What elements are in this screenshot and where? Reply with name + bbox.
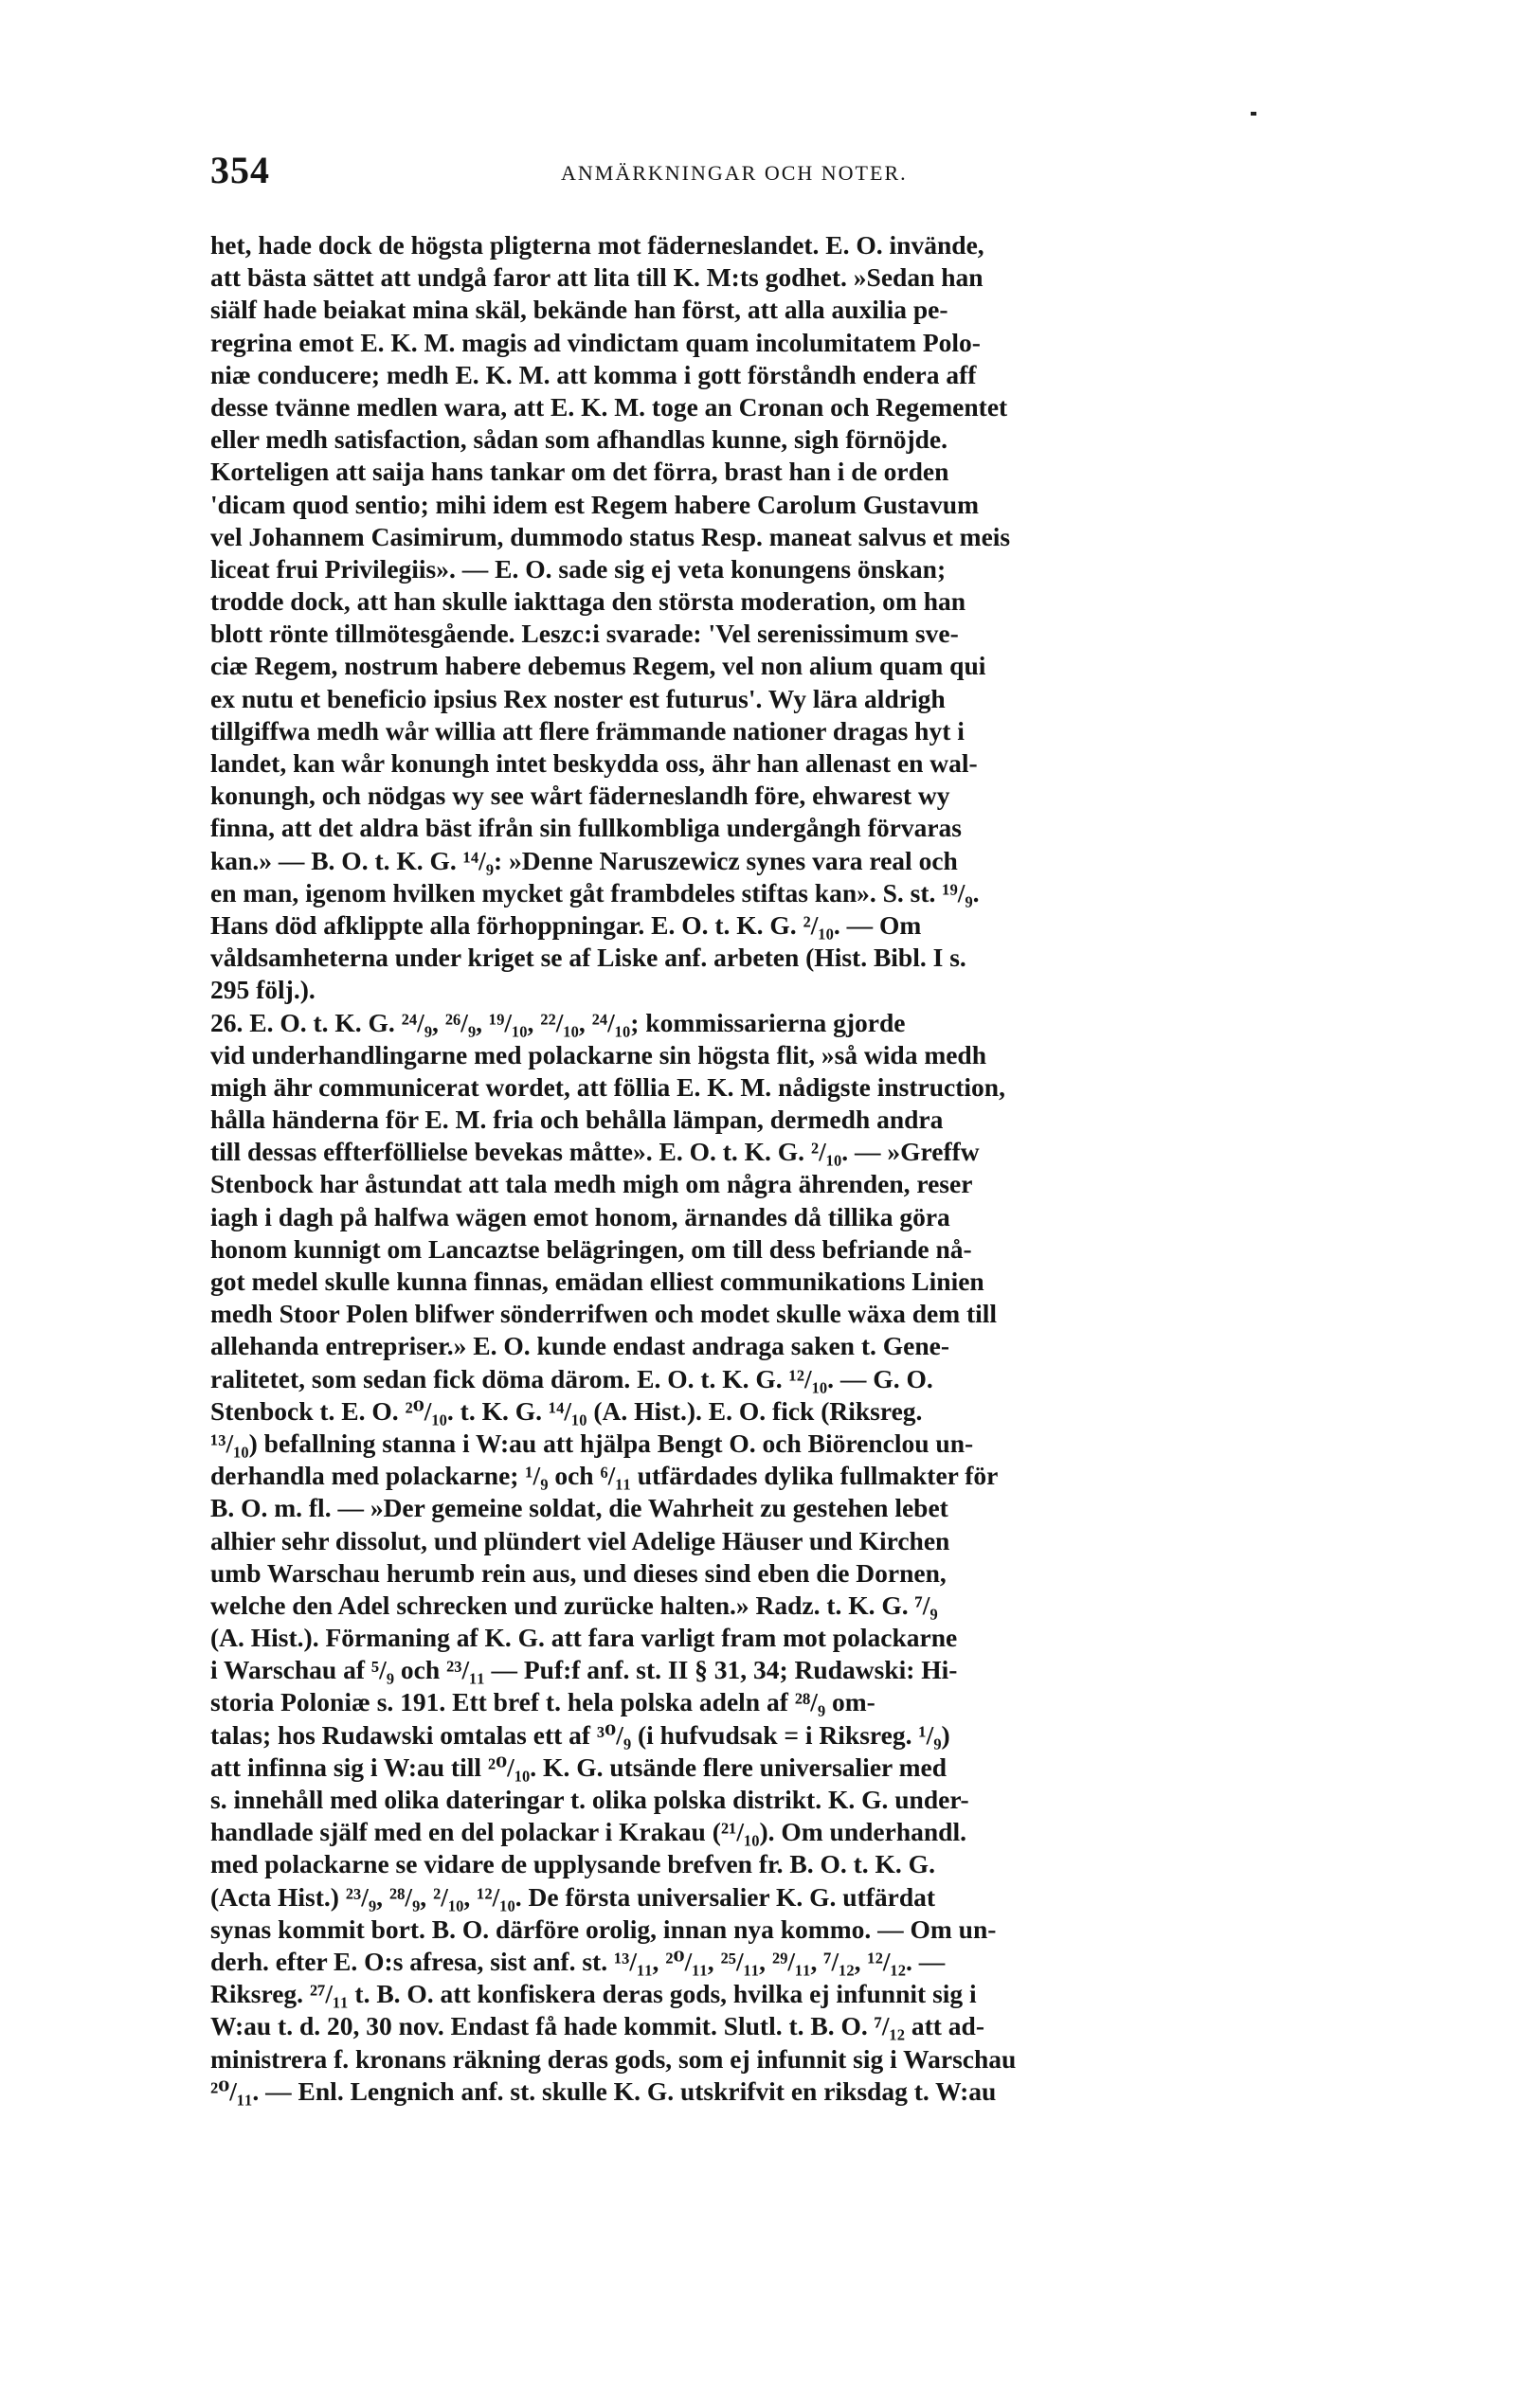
text-line: derhandla med polackarne; ¹/₉ och ⁶/₁₁ utfärdades dylika fullmakter för — [210, 1461, 999, 1491]
text-line: desse tvänne medlen wara, att E. K. M. toge an Cronan och Regementet — [210, 391, 1008, 422]
text-line: storia Poloniæ s. 191. Ett bref t. hela polska adeln af ²⁸/₉ om- — [210, 1687, 875, 1717]
running-head: ANMÄRKNINGAR OCH NOTER. — [561, 161, 908, 185]
text-line: ex nutu et beneficio ipsius Rex noster est futurus'. Wy lära aldrigh — [210, 683, 946, 713]
text-line: att bästa sättet att undgå faror att lita till K. M:ts godhet. »Sedan han — [210, 262, 984, 293]
text-line: welche den Adel schrecken und zurücke halten.» Radz. t. K. G. ⁷/₉ — [210, 1590, 938, 1620]
text-line: ²⁰/₁₁. — Enl. Lengnich anf. st. skulle K. G. utskrifvit en riksdag t. W:au — [210, 2076, 997, 2106]
text-line: i Warschau af ⁵/₉ och ²³/₁₁ — Puf:f anf. st. II § 31, 34; Rudawski: Hi- — [210, 1655, 958, 1685]
text-line: talas; hos Rudawski omtalas ett af ³⁰/₉ (i hufvudsak = i Riksreg. ¹/₉) — [210, 1719, 950, 1750]
text-line: Stenbock t. E. O. ²⁰/₁₀. t. K. G. ¹⁴/₁₀ (A. Hist.). E. O. fick (Riksreg. — [210, 1395, 923, 1426]
text-line: trodde dock, att han skulle iakttaga den största moderation, om han — [210, 586, 966, 617]
text-line: tillgiffwa medh wår willia att flere främmande nationer dragas hyt i — [210, 715, 965, 746]
text-line: ¹³/₁₀) befallning stanna i W:au att hjälpa Bengt O. och Biörenclou un- — [210, 1428, 974, 1458]
text-line: iagh i dagh på halfwa wägen emot honom, ärnandes då tillika göra — [210, 1201, 950, 1231]
text-line: niæ conducere; medh E. K. M. att komma i gott förståndh endera aff — [210, 359, 977, 389]
text-line: medh Stoor Polen blifwer sönderrifwen och modet skulle wäxa dem till — [210, 1299, 998, 1329]
text-line: allehanda entrepriser.» E. O. kunde endast andraga saken t. Gene- — [210, 1331, 950, 1361]
text-line: våldsamheterna under kriget se af Liske anf. arbeten (Hist. Bibl. I s. — [210, 943, 966, 973]
text-line: ralitetet, som sedan fick döma därom. E. O. t. K. G. ¹²/₁₀. — G. O. — [210, 1363, 933, 1393]
text-line: (Acta Hist.) ²³/₉, ²⁸/₉, ²/₁₀, ¹²/₁₀. De första universalier K. G. utfärdat — [210, 1881, 936, 1912]
text-line: synas kommit bort. B. O. därföre orolig, innan nya kommo. — Om un- — [210, 1914, 997, 1944]
text-line: het, hade dock de högsta pligterna mot fäderneslandet. E. O. invände, — [210, 230, 984, 260]
text-line: konungh, och nödgas wy see wårt fäderneslandh före, ehwarest wy — [210, 781, 950, 811]
page-header — [210, 142, 1347, 218]
text-line: derh. efter E. O:s afresa, sist anf. st. ¹³/₁₁, ²⁰/₁₁, ²⁵/₁₁, ²⁹/₁₁, ⁷/₁₂, ¹²/₁₂. — — [210, 1946, 946, 1976]
text-line: en man, igenom hvilken mycket gåt frambdeles stiftas kan». S. st. ¹⁹/₉. — [210, 877, 980, 907]
text-line: Stenbock har åstundat att tala medh migh om några ährenden, reser — [210, 1169, 973, 1199]
text-line: B. O. m. fl. — »Der gemeine soldat, die Wahrheit zu gestehen lebet — [210, 1493, 948, 1523]
body-text — [210, 229, 1353, 2108]
text-line: regrina emot E. K. M. magis ad vindictam quam incolumitatem Polo- — [210, 327, 981, 357]
text-line: got medel skulle kunna finnas, emädan elliest communikations Linien — [210, 1267, 984, 1296]
text-line: finna, att det aldra bäst ifrån sin fullkombliga undergångh förvaras — [210, 813, 963, 843]
text-line: W:au t. d. 20, 30 nov. Endast få hade kommit. Slutl. t. B. O. ⁷/₁₂ att ad- — [210, 2011, 984, 2041]
text-line: att infinna sig i W:au till ²⁰/₁₀. K. G. utsände flere universalier med — [210, 1752, 948, 1782]
book-page — [210, 142, 1347, 2106]
text-line: (A. Hist.). Förmaning af K. G. att fara varligt fram mot polackarne — [210, 1623, 958, 1653]
text-line: siälf hade beiakat mina skäl, bekände han först, att alla auxilia pe- — [210, 295, 948, 325]
text-line: till dessas effterföllielse bevekas måtte». E. O. t. K. G. ²/₁₀. — »Greffw — [210, 1137, 980, 1167]
text-line: blott rönte tillmötesgående. Leszc:i svarade: 'Vel serenissimum sve- — [210, 619, 959, 649]
text-line: kan.» — B. O. t. K. G. ¹⁴/₉: »Denne Naruszewicz synes vara real och — [210, 845, 958, 875]
text-line: 'dicam quod sentio; mihi idem est Regem habere Carolum Gustavum — [210, 489, 979, 519]
text-line: 26. E. O. t. K. G. ²⁴/₉, ²⁶/₉, ¹⁹/₁₀, ²²/₁₀, ²⁴/₁₀; kommissarierna gjorde — [210, 1007, 906, 1037]
text-line: hålla händerna för E. M. fria och behålla lämpan, dermedh andra — [210, 1105, 944, 1135]
text-line: Korteligen att saija hans tankar om det förra, brast han i de orden — [210, 457, 949, 487]
text-line: ciæ Regem, nostrum habere debemus Regem, vel non alium quam qui — [210, 651, 986, 681]
text-line: honom kunnigt om Lancaztse belägringen, om till dess befriande nå- — [210, 1233, 972, 1264]
text-line: alhier sehr dissolut, und plündert viel Adelige Häuser und Kirchen — [210, 1525, 950, 1555]
text-line: eller medh satisfaction, sådan som afhandlas kunne, sigh förnöjde. — [210, 424, 948, 455]
text-line: umb Warschau herumb rein aus, und dieses sind eben die Dornen, — [210, 1557, 947, 1588]
text-line: Riksreg. ²⁷/₁₁ t. B. O. att konfiskera deras gods, hvilka ej infunnit sig i — [210, 1979, 977, 2009]
ink-speck — [1251, 112, 1256, 116]
text-line: s. innehåll med olika dateringar t. olika polska distrikt. K. G. under- — [210, 1785, 969, 1814]
text-line: 295 följ.). — [210, 975, 316, 1005]
text-line: vid underhandlingarne med polackarne sin högsta flit, »så wida medh — [210, 1039, 987, 1069]
text-line: migh ähr communicerat wordet, att föllia E. K. M. nådigste instruction, — [210, 1071, 1005, 1102]
text-line: med polackarne se vidare de upplysande brefven fr. B. O. t. K. G. — [210, 1849, 935, 1879]
text-line: landet, kan wår konungh intet beskydda oss, ähr han allenast en wal- — [210, 748, 978, 778]
text-line: ministrera f. kronans räkning deras gods, som ej infunnit sig i Warschau — [210, 2043, 1017, 2074]
text-line: Hans död afklippte alla förhoppningar. E. O. t. K. G. ²/₁₀. — Om — [210, 909, 922, 940]
text-line: handlade själf med en del polackar i Krakau (²¹/₁₀). Om underhandl. — [210, 1817, 966, 1847]
text-line: liceat frui Privilegiis». — E. O. sade sig ej veta konungens önskan; — [210, 553, 947, 584]
page-number: 354 — [210, 149, 270, 191]
text-line: vel Johannem Casimirum, dummodo status Resp. maneat salvus et meis — [210, 521, 1011, 551]
